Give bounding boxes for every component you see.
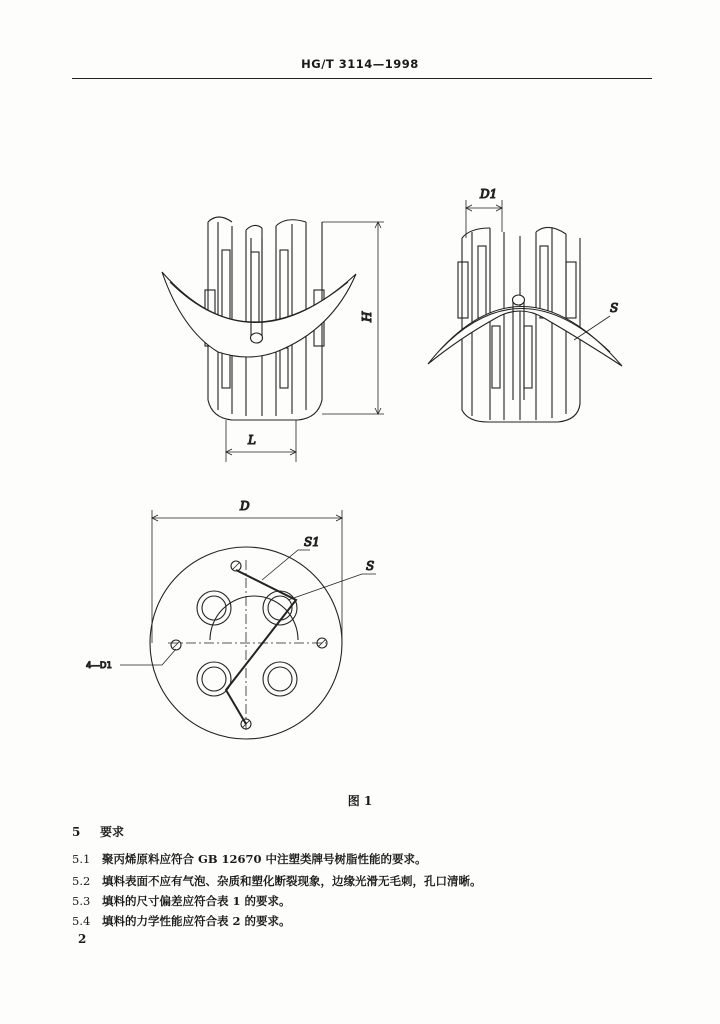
- dim-label-D: D: [240, 499, 250, 513]
- dim-label-H: H: [360, 311, 374, 322]
- requirement-text: 填料表面不应有气泡、杂质和塑化断裂现象，边缘光滑无毛刺，孔口清晰。: [102, 874, 482, 888]
- label-S1-top: S1: [304, 535, 320, 549]
- side-isometric-view: [428, 200, 622, 422]
- figure-caption: 图 1: [347, 794, 373, 808]
- label-S-top: S: [366, 559, 375, 573]
- section-heading: [72, 823, 124, 840]
- requirement-item: [72, 893, 672, 909]
- dim-label-L: L: [248, 433, 256, 447]
- requirement-item: [72, 851, 672, 867]
- requirement-number: 5.3: [72, 894, 91, 908]
- section-title: 要求: [100, 825, 125, 839]
- label-holes: 4—D1: [86, 661, 112, 671]
- standard-code: HG/T 3114—1998: [301, 57, 419, 71]
- requirement-number: 5.1: [72, 852, 91, 866]
- page-number: 2: [78, 932, 87, 946]
- requirement-number: 5.2: [72, 874, 91, 888]
- requirement-text: 聚丙烯原料应符合 GB 12670 中注塑类牌号树脂性能的要求。: [102, 852, 427, 866]
- plan-view: [120, 510, 376, 739]
- dim-label-D1-side: D1: [480, 187, 498, 201]
- requirement-text: 填料的力学性能应符合表 2 的要求。: [102, 914, 291, 928]
- requirement-text: 填料的尺寸偏差应符合表 1 的要求。: [102, 894, 291, 908]
- section-number: 5: [72, 825, 81, 839]
- label-S-side: S: [610, 301, 619, 315]
- requirement-item: [72, 913, 672, 929]
- requirement-item: [72, 873, 672, 889]
- requirement-number: 5.4: [72, 914, 91, 928]
- front-isometric-view: [162, 217, 384, 462]
